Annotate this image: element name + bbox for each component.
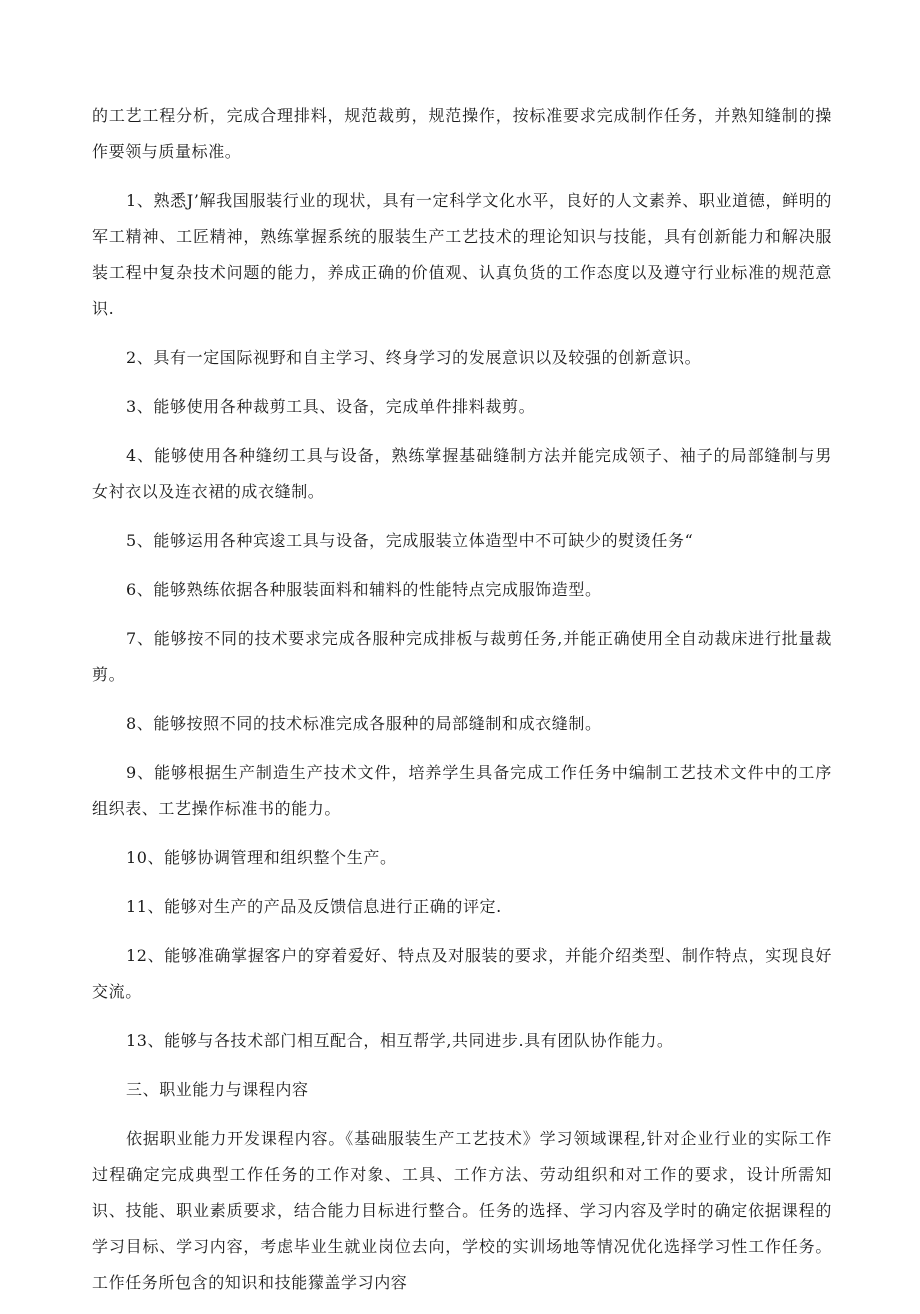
paragraph-item-1: 1、熟悉J’解我国服装行业的现状，具有一定科学文化水平，良好的人文素养、职业道德，鲜明的军工精神、工匠精神，熟练掌握系统的服装生产工艺技术的理论知识与技能，具有创新能力和解决服装工程中复杂技术问题的能力，养成正确的价值观、认真负货的工作态度以及遵守行业标准的规范意识. xyxy=(92,191,832,318)
paragraph-item-13: 13、能够与各技术部门相互配合，相互帮学,共同进步.具有团队协作能力。 xyxy=(126,1031,674,1050)
paragraph-continuation: 的工艺工程分析，完成合理排料，规范裁剪，规范操作，按标准要求完成制作任务，并熟知缝制的操作要领与质量标准。 xyxy=(92,106,832,161)
paragraph-body: 依据职业能力开发课程内容。《基础服装生产工艺技术》学习领域课程,针对企业行业的实际工作过程确定完成典型工作任务的工作对象、工具、工作方法、劳动组织和对工作的要求，设计所需知识、技能、职业素质要求，结合能力目标进行整合。任务的选择、学习内容及学时的确定依据课程的学习目标、学习内容，考虑毕业生就业岗位去向，学校的实训场地等情况优化选择学习性工作任务。工作任务所包含的知识和技能獴盖学习内容 xyxy=(92,1129,832,1292)
paragraph-item-9: 9、能够根据生产制造生产技术文件，培养学生具备完成工作任务中编制工艺技术文件中的工序组织表、工艺操作标准书的能力。 xyxy=(92,763,832,818)
section-heading: 三、职业能力与课程内容 xyxy=(126,1080,309,1099)
paragraph-item-3: 3、能够使用各种裁剪工具、设备，完成单件排料裁剪。 xyxy=(126,397,536,416)
paragraph-item-12: 12、能够准确掌握客户的穿着爱好、特点及对服装的要求，并能介绍类型、制作特点，实现良好交流。 xyxy=(92,946,832,1001)
paragraph-item-10: 10、能够协调管理和组织整个生产。 xyxy=(126,848,397,867)
document-page xyxy=(92,98,832,1314)
paragraph-item-5: 5、能够运用各种宾逡工具与设备，完成服装立体造型中不可缺少的熨烫任务“ xyxy=(126,531,694,550)
paragraph-item-8: 8、能够按照不同的技术标准完成各服种的局部缝制和成衣缝制。 xyxy=(126,714,602,733)
paragraph-item-11: 11、能够对生产的产品及反馈信息进行正确的评定. xyxy=(126,897,502,916)
paragraph-item-2: 2、具有一定国际视野和自主学习、终身学习的发展意识以及较强的创新意识。 xyxy=(126,348,702,367)
paragraph-item-6: 6、能够熟练依据各种服装面料和辅料的性能特点完成服饰造型。 xyxy=(126,580,602,599)
paragraph-item-4: 4、能够使用各种缝纫工具与设备，熟练掌握基础缝制方法并能完成领子、袖子的局部缝制与男女衬衣以及连衣裙的成衣缝制。 xyxy=(92,446,832,501)
paragraph-item-7: 7、能够按不同的技术要求完成各服种完成排板与裁剪任务,并能正确使用全自动裁床进行批量裁剪。 xyxy=(92,629,832,684)
